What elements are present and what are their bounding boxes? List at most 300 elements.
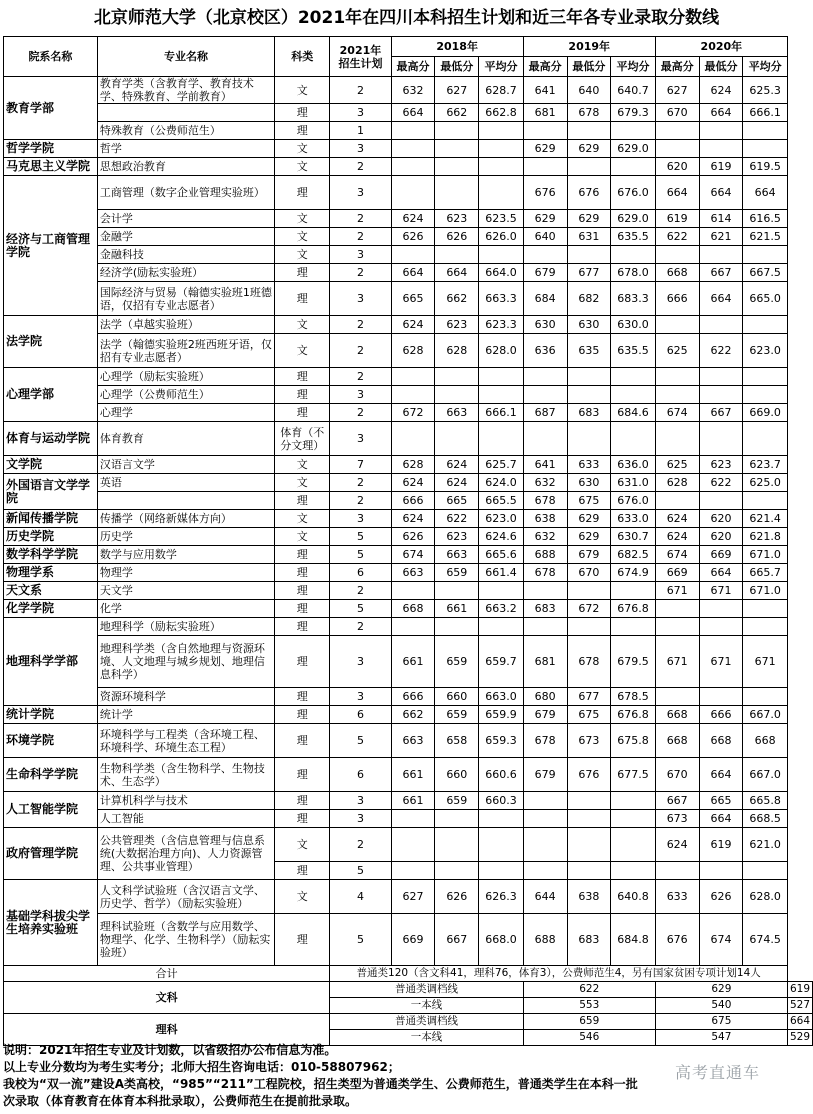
score-cell <box>523 810 567 828</box>
major-name: 环境科学与工程类（含环境工程、环境科学、环境生态工程） <box>97 724 274 758</box>
score-cell <box>435 246 479 264</box>
score-cell <box>611 862 655 880</box>
header-score: 平均分 <box>611 57 655 77</box>
score-cell: 666 <box>655 282 699 316</box>
table-row <box>4 386 813 404</box>
score-cell: 622 <box>699 334 743 368</box>
score-cell <box>523 368 567 386</box>
score-cell: 664 <box>699 810 743 828</box>
score-cell <box>655 600 699 618</box>
score-cell <box>655 422 699 456</box>
score-cell: 673 <box>655 810 699 828</box>
score-cell <box>699 422 743 456</box>
score-cell: 629.0 <box>611 140 655 158</box>
score-cell: 664 <box>743 176 788 210</box>
score-cell: 678 <box>523 724 567 758</box>
score-cell: 632 <box>391 77 435 104</box>
dept-name: 新闻传播学院 <box>4 510 98 528</box>
score-cell <box>391 368 435 386</box>
line-score: 527 <box>787 998 812 1014</box>
score-cell: 620 <box>699 528 743 546</box>
score-cell: 624 <box>391 510 435 528</box>
score-cell: 627 <box>435 77 479 104</box>
score-cell: 629.0 <box>611 210 655 228</box>
score-cell: 624 <box>391 316 435 334</box>
plan-cell: 2 <box>330 228 391 246</box>
score-cell <box>391 158 435 176</box>
dept-name: 心理学部 <box>4 368 98 422</box>
score-cell <box>435 422 479 456</box>
major-name: 人工智能 <box>97 810 274 828</box>
score-cell: 666.1 <box>479 404 523 422</box>
score-cell: 683 <box>567 404 611 422</box>
score-cell: 629 <box>567 510 611 528</box>
score-cell: 662 <box>391 706 435 724</box>
score-cell: 632 <box>523 474 567 492</box>
score-cell: 628 <box>391 334 435 368</box>
score-cell <box>435 828 479 862</box>
watermark-text: 高考直通车 <box>675 1063 761 1082</box>
score-cell: 682.5 <box>611 546 655 564</box>
score-cell <box>655 140 699 158</box>
major-name: 公共管理类（含信息管理与信息系统(大数据治理方向)、人力资源管理、公共事业管理） <box>97 828 274 880</box>
score-cell: 683 <box>523 600 567 618</box>
table-row <box>4 176 813 210</box>
score-cell: 626 <box>435 880 479 914</box>
subject-cell: 理 <box>275 264 330 282</box>
plan-cell: 3 <box>330 510 391 528</box>
plan-cell: 2 <box>330 828 391 862</box>
score-cell: 668.0 <box>479 914 523 966</box>
score-cell: 621.8 <box>743 528 788 546</box>
subject-cell: 文 <box>275 880 330 914</box>
score-cell: 679.3 <box>611 104 655 122</box>
score-cell <box>611 810 655 828</box>
score-cell <box>567 368 611 386</box>
subject-cell: 文 <box>275 828 330 862</box>
score-cell: 621 <box>699 228 743 246</box>
score-cell: 629 <box>567 528 611 546</box>
score-cell <box>743 316 788 334</box>
score-cell: 623 <box>435 528 479 546</box>
table-row <box>4 706 813 724</box>
score-cell <box>479 176 523 210</box>
score-cell <box>479 862 523 880</box>
subject-cell: 文 <box>275 456 330 474</box>
dept-name: 教育学部 <box>4 77 98 140</box>
score-cell: 636 <box>523 334 567 368</box>
score-cell: 640 <box>523 228 567 246</box>
score-cell: 619 <box>655 210 699 228</box>
score-cell: 624 <box>435 456 479 474</box>
score-cell: 633.0 <box>611 510 655 528</box>
score-cell: 619 <box>699 828 743 862</box>
major-name <box>97 104 274 122</box>
score-cell: 678 <box>567 104 611 122</box>
score-cell: 630 <box>523 316 567 334</box>
subject-cell: 理 <box>275 810 330 828</box>
score-cell: 659 <box>435 792 479 810</box>
major-name: 会计学 <box>97 210 274 228</box>
score-cell <box>611 158 655 176</box>
score-cell <box>435 140 479 158</box>
score-cell: 676.8 <box>611 706 655 724</box>
score-cell: 621.0 <box>743 828 788 862</box>
score-cell <box>567 122 611 140</box>
plan-cell: 2 <box>330 158 391 176</box>
score-cell: 635.5 <box>611 334 655 368</box>
score-cell <box>391 422 435 456</box>
major-name: 法学（卓越实验班） <box>97 316 274 334</box>
score-cell <box>391 246 435 264</box>
score-cell <box>611 828 655 862</box>
score-cell: 682 <box>567 282 611 316</box>
score-cell: 679 <box>567 546 611 564</box>
plan-cell: 2 <box>330 368 391 386</box>
dept-name: 外国语言文学学院 <box>4 474 98 510</box>
table-row <box>4 140 813 158</box>
score-cell <box>567 582 611 600</box>
score-cell: 687 <box>523 404 567 422</box>
score-cell: 640.7 <box>611 77 655 104</box>
score-cell: 623 <box>435 210 479 228</box>
score-cell: 630 <box>567 474 611 492</box>
subject-cell: 理 <box>275 564 330 582</box>
score-cell: 688 <box>523 546 567 564</box>
score-cell: 625.3 <box>743 77 788 104</box>
line-label: 普通类调档线 <box>330 982 523 998</box>
score-cell: 663 <box>435 546 479 564</box>
score-cell: 624 <box>391 474 435 492</box>
line-label: 一本线 <box>330 1030 523 1046</box>
score-cell <box>567 810 611 828</box>
score-cell <box>743 492 788 510</box>
score-cell: 669 <box>391 914 435 966</box>
score-cell: 661 <box>391 636 435 688</box>
score-cell: 662 <box>435 104 479 122</box>
score-cell <box>611 792 655 810</box>
major-name: 国际经济与贸易（翰德实验班1班德语，仅招有专业志愿者） <box>97 282 274 316</box>
score-cell <box>435 582 479 600</box>
score-cell: 627 <box>655 77 699 104</box>
plan-cell: 3 <box>330 246 391 264</box>
score-cell <box>655 316 699 334</box>
score-cell: 663 <box>391 564 435 582</box>
score-cell <box>743 122 788 140</box>
table-row <box>4 316 813 334</box>
score-cell: 626 <box>391 528 435 546</box>
subject-cell: 理 <box>275 706 330 724</box>
table-row <box>4 492 813 510</box>
table-row <box>4 264 813 282</box>
score-cell <box>699 618 743 636</box>
score-cell: 672 <box>391 404 435 422</box>
dept-name: 天文系 <box>4 582 98 600</box>
table-row <box>4 636 813 688</box>
note-line: 次录取（体育教育在体育本科批录取），公费师范生在提前批录取。 <box>3 1094 358 1108</box>
table-row <box>4 810 813 828</box>
score-cell: 665 <box>699 792 743 810</box>
score-cell: 688 <box>523 914 567 966</box>
major-name: 心理学（励耘实验班） <box>97 368 274 386</box>
line-score: 622 <box>523 982 655 998</box>
score-cell: 671 <box>699 582 743 600</box>
score-cell: 677 <box>567 688 611 706</box>
table-row <box>4 828 813 862</box>
score-cell: 628.0 <box>479 334 523 368</box>
score-cell: 621.4 <box>743 510 788 528</box>
header-score: 最高分 <box>391 57 435 77</box>
score-cell: 664 <box>699 282 743 316</box>
score-cell: 660.6 <box>479 758 523 792</box>
table-row <box>4 122 813 140</box>
score-cell <box>523 618 567 636</box>
score-cell: 626 <box>391 228 435 246</box>
table-row <box>4 724 813 758</box>
major-name: 地理科学类（含自然地理与资源环境、人文地理与城乡规划、地理信息科学） <box>97 636 274 688</box>
major-name: 计算机科学与技术 <box>97 792 274 810</box>
score-cell <box>435 386 479 404</box>
score-cell: 630.0 <box>611 316 655 334</box>
subject-cell: 文 <box>275 510 330 528</box>
score-cell: 635 <box>567 334 611 368</box>
score-cell <box>699 862 743 880</box>
table-row <box>4 158 813 176</box>
score-cell <box>655 492 699 510</box>
score-cell <box>391 122 435 140</box>
score-cell: 676.0 <box>611 492 655 510</box>
score-cell: 671 <box>699 636 743 688</box>
major-name: 人文科学试验班（含汉语言文学、历史学、哲学）（励耘实验班） <box>97 880 274 914</box>
score-cell <box>479 828 523 862</box>
score-cell: 624 <box>655 510 699 528</box>
subject-cell: 文 <box>275 228 330 246</box>
score-cell: 661 <box>391 758 435 792</box>
header-score: 最低分 <box>699 57 743 77</box>
score-cell: 624 <box>655 828 699 862</box>
major-name: 心理学（公费师范生） <box>97 386 274 404</box>
score-cell <box>743 368 788 386</box>
score-cell: 676 <box>567 758 611 792</box>
table-row <box>4 104 813 122</box>
header-major: 专业名称 <box>97 37 274 77</box>
score-cell: 624.6 <box>479 528 523 546</box>
plan-cell: 5 <box>330 724 391 758</box>
table-row <box>4 564 813 582</box>
score-cell: 664 <box>699 104 743 122</box>
score-cell <box>523 386 567 404</box>
score-cell: 665.0 <box>743 282 788 316</box>
subject-cell: 文 <box>275 474 330 492</box>
score-cell: 676.0 <box>611 176 655 210</box>
table-row <box>4 368 813 386</box>
score-cell: 670 <box>655 104 699 122</box>
note-line: 以上专业分数均为考生实考分；北师大招生咨询电话：010-58807962； <box>3 1060 400 1074</box>
score-cell: 677 <box>567 264 611 282</box>
score-cell: 659.3 <box>479 724 523 758</box>
subject-cell: 文 <box>275 77 330 104</box>
score-cell: 674 <box>655 404 699 422</box>
score-cell <box>435 122 479 140</box>
note-line: 我校为“双一流”建设A类高校，“985”“211”工程院校，招生类型为普通类学生、公费师范生，普通类学生在本科一批 <box>3 1077 638 1091</box>
score-cell: 668 <box>699 724 743 758</box>
subject-cell: 理 <box>275 792 330 810</box>
table-row <box>4 600 813 618</box>
subject-cell: 文 <box>275 140 330 158</box>
score-cell: 616.5 <box>743 210 788 228</box>
score-cell: 667.0 <box>743 706 788 724</box>
dept-name: 文学院 <box>4 456 98 474</box>
score-cell: 626 <box>699 880 743 914</box>
score-cell <box>655 618 699 636</box>
subject-cell: 体育（不分文理） <box>275 422 330 456</box>
score-cell: 660 <box>435 688 479 706</box>
table-row <box>4 880 813 914</box>
score-cell: 676 <box>567 176 611 210</box>
plan-cell: 3 <box>330 282 391 316</box>
score-cell: 628.7 <box>479 77 523 104</box>
score-cell: 660 <box>435 758 479 792</box>
subject-cell: 理 <box>275 546 330 564</box>
score-cell: 620 <box>699 510 743 528</box>
score-cell: 675 <box>567 492 611 510</box>
score-cell <box>655 688 699 706</box>
dept-name: 环境学院 <box>4 724 98 758</box>
plan-cell: 2 <box>330 210 391 228</box>
score-cell: 627 <box>391 880 435 914</box>
score-cell: 669 <box>655 564 699 582</box>
major-name: 理科试验班（含数学与应用数学、物理学、化学、生物科学）（励耘实验班） <box>97 914 274 966</box>
table-row <box>4 228 813 246</box>
line-score: 540 <box>655 998 787 1014</box>
table-row <box>4 246 813 264</box>
table-row <box>4 758 813 792</box>
score-cell: 671 <box>743 636 788 688</box>
score-cell <box>391 140 435 158</box>
score-cell: 664 <box>699 758 743 792</box>
subject-cell: 理 <box>275 636 330 688</box>
total-text: 普通类120（含文科41，理科76，体育3），公费师范生4，另有国家贫困专项计划14人 <box>330 966 788 982</box>
score-cell: 624 <box>699 77 743 104</box>
plan-cell: 6 <box>330 706 391 724</box>
score-cell: 623.0 <box>743 334 788 368</box>
score-cell <box>655 246 699 264</box>
major-name: 经济学(励耘实验班） <box>97 264 274 282</box>
dept-name: 经济与工商管理学院 <box>4 176 98 316</box>
dept-name: 法学院 <box>4 316 98 368</box>
score-cell <box>655 862 699 880</box>
score-cell <box>523 246 567 264</box>
subject-cell: 理 <box>275 758 330 792</box>
score-cell: 665 <box>435 492 479 510</box>
score-cell: 663.0 <box>479 688 523 706</box>
line-score: 546 <box>523 1030 655 1046</box>
score-cell <box>391 862 435 880</box>
major-name: 心理学 <box>97 404 274 422</box>
score-cell: 667 <box>699 404 743 422</box>
score-cell <box>699 492 743 510</box>
line-label: 一本线 <box>330 998 523 1014</box>
table-row <box>4 404 813 422</box>
table-row <box>4 456 813 474</box>
score-cell: 675 <box>567 706 611 724</box>
header-dept: 院系名称 <box>4 37 98 77</box>
score-cell: 678 <box>523 564 567 582</box>
score-cell <box>611 246 655 264</box>
score-cell <box>611 422 655 456</box>
subject-cell: 理 <box>275 582 330 600</box>
dept-name: 地理科学学部 <box>4 618 98 706</box>
plan-cell: 2 <box>330 492 391 510</box>
table-row <box>4 282 813 316</box>
score-cell: 667 <box>655 792 699 810</box>
score-cell <box>699 140 743 158</box>
major-name: 天文学 <box>97 582 274 600</box>
subject-cell: 文 <box>275 246 330 264</box>
score-cell <box>567 828 611 862</box>
major-name: 传播学（网络新媒体方向） <box>97 510 274 528</box>
score-cell <box>743 600 788 618</box>
score-cell: 623.5 <box>479 210 523 228</box>
score-cell: 664.0 <box>479 264 523 282</box>
score-cell: 641 <box>523 77 567 104</box>
score-cell: 667.5 <box>743 264 788 282</box>
plan-cell: 4 <box>330 880 391 914</box>
subject-cell: 理 <box>275 104 330 122</box>
major-name: 历史学 <box>97 528 274 546</box>
score-cell <box>743 688 788 706</box>
major-name: 思想政治教育 <box>97 158 274 176</box>
score-cell: 664 <box>391 104 435 122</box>
score-cell: 620 <box>655 158 699 176</box>
score-cell: 630.7 <box>611 528 655 546</box>
dept-name: 哲学学院 <box>4 140 98 158</box>
score-cell <box>523 862 567 880</box>
table-row <box>4 510 813 528</box>
line-score: 629 <box>655 982 787 998</box>
line-label: 普通类调档线 <box>330 1014 523 1030</box>
score-cell <box>479 810 523 828</box>
score-cell: 684.8 <box>611 914 655 966</box>
line-score: 675 <box>655 1014 787 1030</box>
score-cell: 671.0 <box>743 546 788 564</box>
plan-cell: 2 <box>330 474 391 492</box>
score-cell: 670 <box>567 564 611 582</box>
score-cell: 623.7 <box>743 456 788 474</box>
score-cell <box>479 386 523 404</box>
major-name: 工商管理（数字企业管理实验班） <box>97 176 274 210</box>
plan-cell: 1 <box>330 122 391 140</box>
score-cell <box>567 618 611 636</box>
note-line: 说明：2021年招生专业及计划数，以省级招办公布信息为准。 <box>3 1043 337 1057</box>
score-cell <box>655 386 699 404</box>
line-score: 553 <box>523 998 655 1014</box>
score-cell <box>699 316 743 334</box>
score-cell <box>479 158 523 176</box>
score-cell <box>699 386 743 404</box>
header-score: 最低分 <box>435 57 479 77</box>
score-cell: 619.5 <box>743 158 788 176</box>
score-cell <box>435 862 479 880</box>
score-cell: 681 <box>523 636 567 688</box>
score-cell: 669 <box>699 546 743 564</box>
table-row <box>4 914 813 966</box>
major-name: 教育学类（含教育学、教育技术学、特殊教育、学前教育） <box>97 77 274 104</box>
major-name: 哲学 <box>97 140 274 158</box>
score-cell: 628.0 <box>743 880 788 914</box>
score-cell: 659.7 <box>479 636 523 688</box>
score-cell: 626.3 <box>479 880 523 914</box>
